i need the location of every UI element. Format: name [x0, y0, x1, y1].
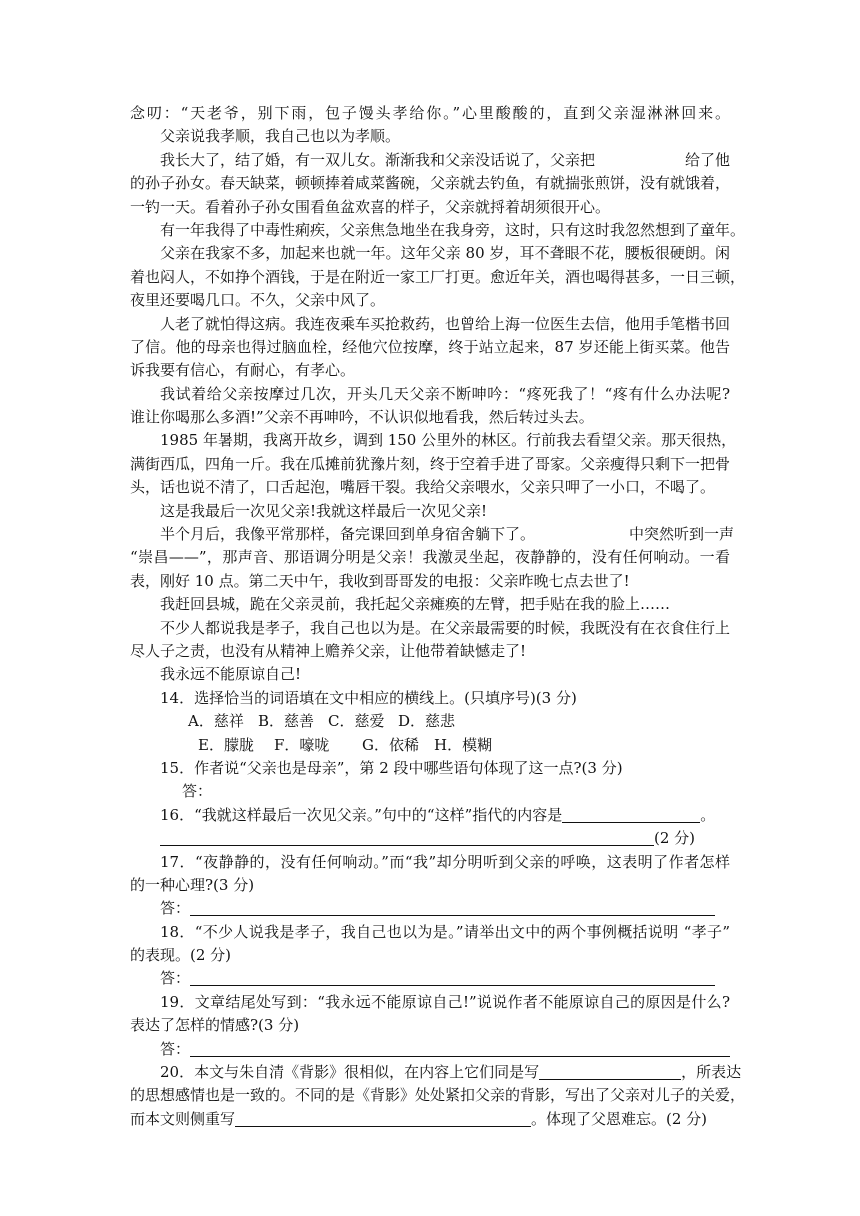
answer-label: 答：: [160, 899, 191, 918]
text-line: 尽人子之责，也没有从精神上赡养父亲，让他带着缺憾走了!: [130, 641, 527, 660]
question-18-answer: [130, 967, 730, 990]
question-16-end: 。: [700, 805, 716, 824]
option-g: G．依稀: [362, 735, 419, 754]
option-h: H．模糊: [434, 735, 493, 754]
text-line: 不少人都说我是孝子，我自己也以为是。在父亲最需要的时候，我既没有在衣食住行上: [160, 618, 731, 637]
question-15-answer-label: 答：: [182, 782, 213, 801]
question-19-answer: [130, 1038, 730, 1061]
text-line: 1985 年暑期，我离开故乡，调到 150 公里外的林区。行前我去看望父亲。那天很热，: [160, 431, 737, 450]
text-line: [130, 149, 730, 172]
text-line: 这是我最后一次见父亲!我就这样最后一次见父亲!: [160, 501, 488, 520]
question-20-line3: [130, 1108, 730, 1131]
text-line: [130, 523, 735, 546]
text-line: 有一年我得了中毒性痢疾，父亲焦急地坐在我身旁，这时，只有这时我忽然想到了童年。: [160, 220, 746, 239]
option-e: E．朦胧: [198, 735, 254, 754]
text-segment: 中突然听到一声: [629, 525, 735, 544]
question-20-stem: [130, 1061, 742, 1084]
question-14-options-row: [130, 710, 730, 733]
question-15-stem: 15．作者说“父亲也是母亲”，第 2 段中哪些语句体现了这一点?(3 分): [160, 758, 623, 777]
question-17-stem-line2: 的一种心理?(3 分): [130, 875, 255, 894]
text-line: 父亲在我家不多，加起来也就一年。这年父亲 80 岁，耳不聋眼不花，腰板很硬朗。闲: [160, 244, 730, 263]
question-17-stem: 17．“夜静静的，没有任何响动。”而“我”却分明听到父亲的呼唤，这表明了作者怎样: [160, 852, 730, 871]
text-line: 我试着给父亲按摩过几次，开头几天父亲不断呻吟：“疼死我了！“疼有什么办法呢?: [160, 384, 730, 403]
option-d: D．慈悲: [398, 712, 456, 731]
text-line: 满街西瓜，四角一斤。我在瓜摊前犹豫片刻，终于空着手进了哥家。父亲瘦得只剩下一把骨: [130, 454, 731, 473]
question-14-options-row: [130, 734, 730, 757]
question-16-score: (2 分): [654, 829, 696, 848]
exam-page: [130, 102, 746, 1131]
question-19-stem-line2: 表达了怎样的情感?(3 分): [130, 1016, 300, 1035]
text-line: 表，刚好 10 点。第二天中午，我收到哥哥发的电报：父亲昨晚七点去世了!: [130, 571, 630, 590]
question-20-text: 20．本文与朱自清《背影》很相似，在内容上它们同是写: [160, 1063, 540, 1082]
text-line: 的孙子孙女。春天缺菜，顿顿捧着咸菜酱碗，父亲就去钓鱼，有就揣张煎饼，没有就饿着，: [130, 174, 731, 193]
question-18-stem-line2: 的表现。(2 分): [130, 946, 232, 965]
question-20-text: ，所表达: [681, 1063, 742, 1082]
question-17-answer: [130, 897, 730, 920]
option-a: A．慈祥: [188, 712, 244, 731]
text-line: 父亲说我孝顺，我自己也以为孝顺。: [160, 127, 401, 146]
answer-label: 答：: [160, 1039, 191, 1058]
option-f: F．嚎咙: [274, 735, 330, 754]
answer-blank[interactable]: [190, 899, 715, 916]
text-line: 一钓一天。看着孙子孙女围看鱼盆欢喜的样子，父亲就捋着胡须很开心。: [130, 197, 611, 216]
text-line: 念叨：“天老爷，别下雨，包子馒头孝给你。”心里酸酸的，直到父亲湿淋淋回来。: [130, 104, 730, 122]
option-c: C．慈爱: [328, 712, 385, 731]
question-18-stem: 18．“不少人说我是孝子，我自己也以为是。”请举出文中的两个事例概括说明 “孝子”: [160, 922, 730, 941]
question-16-stem: [130, 804, 730, 827]
text-segment: 半个月后，我像平常那样，备完课回到单身宿舍躺下了。: [160, 525, 536, 544]
question-20-text: 而本文则侧重写: [130, 1109, 236, 1128]
answer-blank[interactable]: [190, 1040, 730, 1057]
text-line: 我永远不能原谅自己!: [160, 665, 302, 684]
question-14-stem: 14．选择恰当的词语填在文中相应的横线上。(只填序号)(3 分): [160, 688, 577, 707]
answer-blank[interactable]: [190, 969, 715, 986]
text-line: 着也闷人，不如挣个酒钱，于是在附近一家工厂打更。愈近年关，酒也喝得甚多，一日三顿，: [130, 267, 746, 286]
answer-blank[interactable]: [235, 1110, 531, 1127]
text-line: “崇昌——”，那声音、那语调分明是父亲！我激灵坐起，夜静静的，没有任何响动。一看: [130, 548, 730, 567]
question-20-line2: 的思想感情也是一致的。不同的是《背影》处处紧扣父亲的背影，写出了父亲对儿子的关爱，: [130, 1086, 746, 1105]
text-line: 诉我要有信心，有耐心，有孝心。: [130, 361, 356, 380]
answer-label: 答：: [160, 969, 191, 988]
text-line: 谁让你喝那么多酒!”父亲不再呻吟，不认识似地看我，然后转过头去。: [130, 408, 594, 427]
text-line: 人老了就怕得这病。我连夜乘车买抢救药，也曾给上海一位医生去信，他用手笔楷书回: [160, 314, 731, 333]
text-segment: 给了他: [685, 150, 731, 169]
answer-blank[interactable]: [562, 806, 700, 823]
question-16-line2: [130, 827, 730, 850]
text-line: 夜里还要喝几口。不久，父亲中风了。: [130, 291, 386, 310]
answer-blank[interactable]: [539, 1063, 681, 1080]
option-b: B．慈善: [258, 712, 315, 731]
text-line: 我赶回县城，跪在父亲灵前，我托起父亲瘫痪的左臂，把手贴在我的脸上……: [160, 595, 671, 614]
text-line: 头，话也说不清了，口舌起泡，嘴唇干裂。我给父亲喂水，父亲只呷了一小口，不喝了。: [130, 478, 716, 497]
text-line: 了信。他的母亲也得过脑血栓，经他穴位按摩，终于站立起来，87 岁还能上街买菜。他告: [130, 337, 730, 356]
question-16-text: 16．“我就这样最后一次见父亲。”句中的“这样”指代的内容是: [160, 805, 563, 824]
question-19-stem: 19．文章结尾处写到：“我永远不能原谅自己!”说说作者不能原谅自己的原因是什么?: [160, 992, 730, 1011]
answer-blank[interactable]: [160, 829, 654, 846]
text-segment: 我长大了，结了婚，有一双儿女。渐渐我和父亲没话说了，父亲把: [160, 150, 596, 169]
question-20-text: 。体现了父恩难忘。(2 分): [531, 1109, 708, 1128]
